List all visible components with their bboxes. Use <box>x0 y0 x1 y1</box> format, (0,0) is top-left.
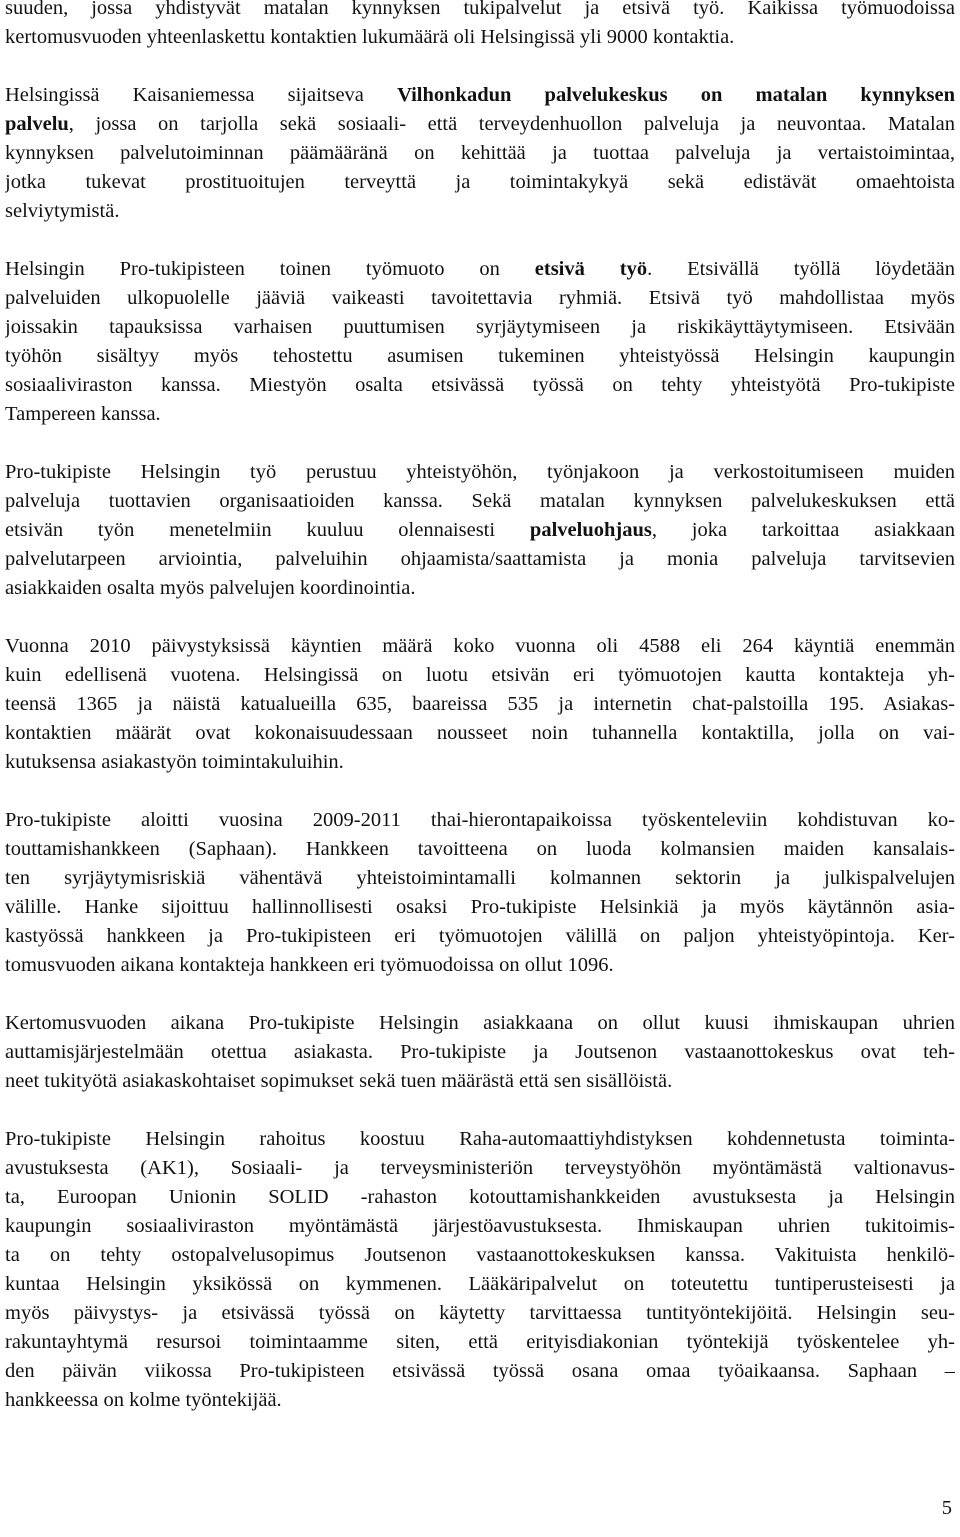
paragraph <box>5 458 955 603</box>
text-run: kynnyksen palvelutoiminnan päämääränä on kehittää ja tuottaa palveluja ja vertaistoimintaa, <box>5 142 955 164</box>
text-line <box>5 922 955 951</box>
paragraph-gap <box>5 226 955 255</box>
text-run: välille. Hanke sijoittuu hallinnollisesti osaksi Pro-tukipiste Helsinkiä ja myös käytännön asia- <box>5 896 955 918</box>
text-line <box>5 545 955 574</box>
text-run: hankkeessa on kolme työntekijää. <box>5 1389 282 1411</box>
text-run: avustuksesta (AK1), Sosiaali- ja terveysministeriön terveystyöhön myöntämästä valtionavus- <box>5 1157 955 1179</box>
text-line <box>5 342 955 371</box>
text-line <box>5 197 955 226</box>
text-run: kontaktien määrät ovat kokonaisuudessaan nousseet noin tuhannella kontaktilla, jolla on vai- <box>5 722 955 744</box>
text-run: työhön sisältyy myös tehostettu asumisen tukeminen yhteistyössä Helsingin kaupungin <box>5 345 955 367</box>
text-run: palvelutarpeen arviointia, palveluihin ohjaamista/saattamista ja monia palveluja tarvitsevien <box>5 548 955 570</box>
text-line <box>5 1067 955 1096</box>
text-line <box>5 1241 955 1270</box>
document-page <box>5 0 955 1415</box>
text-run: Kertomusvuoden aikana Pro-tukipiste Helsingin asiakkaana on ollut kuusi ihmiskaupan uhrien <box>5 1012 955 1034</box>
text-line <box>5 719 955 748</box>
text-line <box>5 1183 955 1212</box>
text-run: rakuntayhtymä resursoi toimintaamme siten, että erityisdiakonian työntekijä työskentelee yh- <box>5 1331 955 1353</box>
bold-text: palveluohjaus <box>529 519 652 541</box>
text-run: tomusvuoden aikana kontakteja hankkeen eri työmuodoissa on ollut 1096. <box>5 954 614 976</box>
text-line <box>5 110 955 139</box>
text-line <box>5 23 955 52</box>
text-run: ta, Euroopan Unionin SOLID -rahaston kotouttamishankkeiden avustuksesta ja Helsingin <box>5 1186 955 1208</box>
bold-text: palvelu <box>5 113 69 135</box>
text-line <box>5 864 955 893</box>
text-run: selviytymistä. <box>5 200 120 222</box>
paragraph-gap <box>5 777 955 806</box>
text-line <box>5 168 955 197</box>
text-line <box>5 632 955 661</box>
text-line <box>5 835 955 864</box>
paragraph <box>5 806 955 980</box>
text-run: kaupungin sosiaaliviraston myöntämästä järjestöavustuksesta. Ihmiskaupan uhrien tukitoimis- <box>5 1215 955 1237</box>
text-run: etsivän työn menetelmiin kuuluu olennaisesti <box>5 519 530 541</box>
text-run: myös päivystys- ja etsivässä työssä on käytetty tarvittaessa tuntityöntekijöitä. Helsingin seu- <box>5 1302 955 1324</box>
text-line <box>5 1009 955 1038</box>
paragraph-gap <box>5 980 955 1009</box>
text-line <box>5 1386 955 1415</box>
text-run: kuntaa Helsingin yksikössä on kymmenen. Lääkäripalvelut on toteutettu tuntiperusteisesti ja <box>5 1273 955 1295</box>
text-run: suuden, jossa yhdistyvät matalan kynnyksen tukipalvelut ja etsivä työ. Kaikissa työmuodoissa <box>5 0 955 19</box>
text-line <box>5 1038 955 1067</box>
paragraph-gap <box>5 603 955 632</box>
text-line <box>5 1270 955 1299</box>
text-run: Helsingissä Kaisaniemessa sijaitseva <box>5 84 398 106</box>
text-line <box>5 1299 955 1328</box>
text-line <box>5 371 955 400</box>
text-run: joissakin tapauksissa varhaisen puuttumisen syrjäytymiseen ja riskikäyttäytymiseen. Etsivään <box>5 316 955 338</box>
text-run: Pro-tukipiste Helsingin rahoitus koostuu Raha-automaattiyhdistyksen kohdennetusta toiminta- <box>5 1128 955 1150</box>
text-run: asiakkaiden osalta myös palvelujen koordinointia. <box>5 577 416 599</box>
text-run: neet tukityötä asiakaskohtaiset sopimukset sekä tuen määrästä että sen sisällöistä. <box>5 1070 673 1092</box>
text-line <box>5 1357 955 1386</box>
text-line <box>5 0 955 23</box>
text-run: Pro-tukipiste Helsingin työ perustuu yhteistyöhön, työnjakoon ja verkostoitumiseen muiden <box>5 461 955 483</box>
text-run: Helsingin Pro-tukipisteen toinen työmuoto on <box>5 258 535 280</box>
text-line <box>5 574 955 603</box>
text-line <box>5 400 955 429</box>
text-run: , joka tarkoittaa asiakkaan <box>651 519 955 541</box>
text-line <box>5 81 955 110</box>
text-line <box>5 313 955 342</box>
text-run: palveluiden ulkopuolelle jääviä vaikeasti tavoitettavia ryhmiä. Etsivä työ mahdollistaa myös <box>5 287 955 309</box>
text-line <box>5 1125 955 1154</box>
text-run: Tampereen kanssa. <box>5 403 161 425</box>
text-run: ten syrjäytymisriskiä vähentävä yhteistoimintamalli kolmannen sektorin ja julkispalvelujen <box>5 867 955 889</box>
paragraph <box>5 81 955 226</box>
text-run: Pro-tukipiste aloitti vuosina 2009-2011 thai-hierontapaikoissa työskenteleviin kohdistuvan ko- <box>5 809 955 831</box>
text-run: kutuksensa asiakastyön toimintakuluihin. <box>5 751 344 773</box>
text-line <box>5 661 955 690</box>
paragraph-gap <box>5 1096 955 1125</box>
page-number: 5 <box>941 1497 952 1519</box>
bold-text: etsivä työ <box>534 258 648 280</box>
text-line <box>5 255 955 284</box>
text-run: kuin edellisenä vuotena. Helsingissä on luotu etsivän eri työmuotojen kautta kontakteja yh- <box>5 664 955 686</box>
body-text <box>5 0 955 1415</box>
text-line <box>5 951 955 980</box>
text-run: ta on tehty ostopalvelusopimus Joutsenon vastaanottokeskuksen kanssa. Vakituista henkilö- <box>5 1244 955 1266</box>
text-line <box>5 893 955 922</box>
text-run: teensä 1365 ja näistä katualueilla 635, baareissa 535 ja internetin chat-palstoilla 195. Asiakas- <box>5 693 955 715</box>
text-run: kertomusvuoden yhteenlaskettu kontaktien lukumäärä oli Helsingissä yli 9000 kontaktia. <box>5 26 735 48</box>
paragraph <box>5 255 955 429</box>
paragraph-gap <box>5 52 955 81</box>
text-run: , jossa on tarjolla sekä sosiaali- että terveydenhuollon palveluja ja neuvontaa. Matalan <box>68 113 955 135</box>
text-line <box>5 1328 955 1357</box>
text-run: kastyössä hankkeen ja Pro-tukipisteen eri työmuotojen välillä on paljon yhteistyöpintoja. Ker- <box>5 925 955 947</box>
text-line <box>5 139 955 168</box>
text-line <box>5 690 955 719</box>
bold-text: Vilhonkadun palvelukeskus on matalan kynnyksen <box>397 84 955 106</box>
paragraph <box>5 0 955 52</box>
text-line <box>5 1154 955 1183</box>
text-run: sosiaaliviraston kanssa. Miestyön osalta etsivässä työssä on tehty yhteistyötä Pro-tukipiste <box>5 374 955 396</box>
paragraph-gap <box>5 429 955 458</box>
text-line <box>5 1212 955 1241</box>
text-line <box>5 806 955 835</box>
paragraph <box>5 1009 955 1096</box>
text-run: touttamishankkeen (Saphaan). Hankkeen tavoitteena on luoda kolmansien maiden kansalais- <box>5 838 955 860</box>
text-run: auttamisjärjestelmään otettua asiakasta. Pro-tukipiste ja Joutsenon vastaanottokeskus ovat teh- <box>5 1041 955 1063</box>
text-line <box>5 487 955 516</box>
text-line <box>5 284 955 313</box>
text-run: den päivän viikossa Pro-tukipisteen etsivässä työssä osana omaa työaikaansa. Saphaan – <box>5 1360 955 1382</box>
text-line <box>5 458 955 487</box>
text-run: . Etsivällä työllä löydetään <box>647 258 955 280</box>
paragraph <box>5 632 955 777</box>
text-run: jotka tukevat prostituoitujen terveyttä ja toimintakykyä sekä edistävät omaehtoista <box>5 171 955 193</box>
text-line <box>5 748 955 777</box>
paragraph <box>5 1125 955 1415</box>
text-run: Vuonna 2010 päivystyksissä käyntien määrä koko vuonna oli 4588 eli 264 käyntiä enemmän <box>5 635 955 657</box>
text-run: palveluja tuottavien organisaatioiden kanssa. Sekä matalan kynnyksen palvelukeskuksen että <box>5 490 955 512</box>
text-line <box>5 516 955 545</box>
